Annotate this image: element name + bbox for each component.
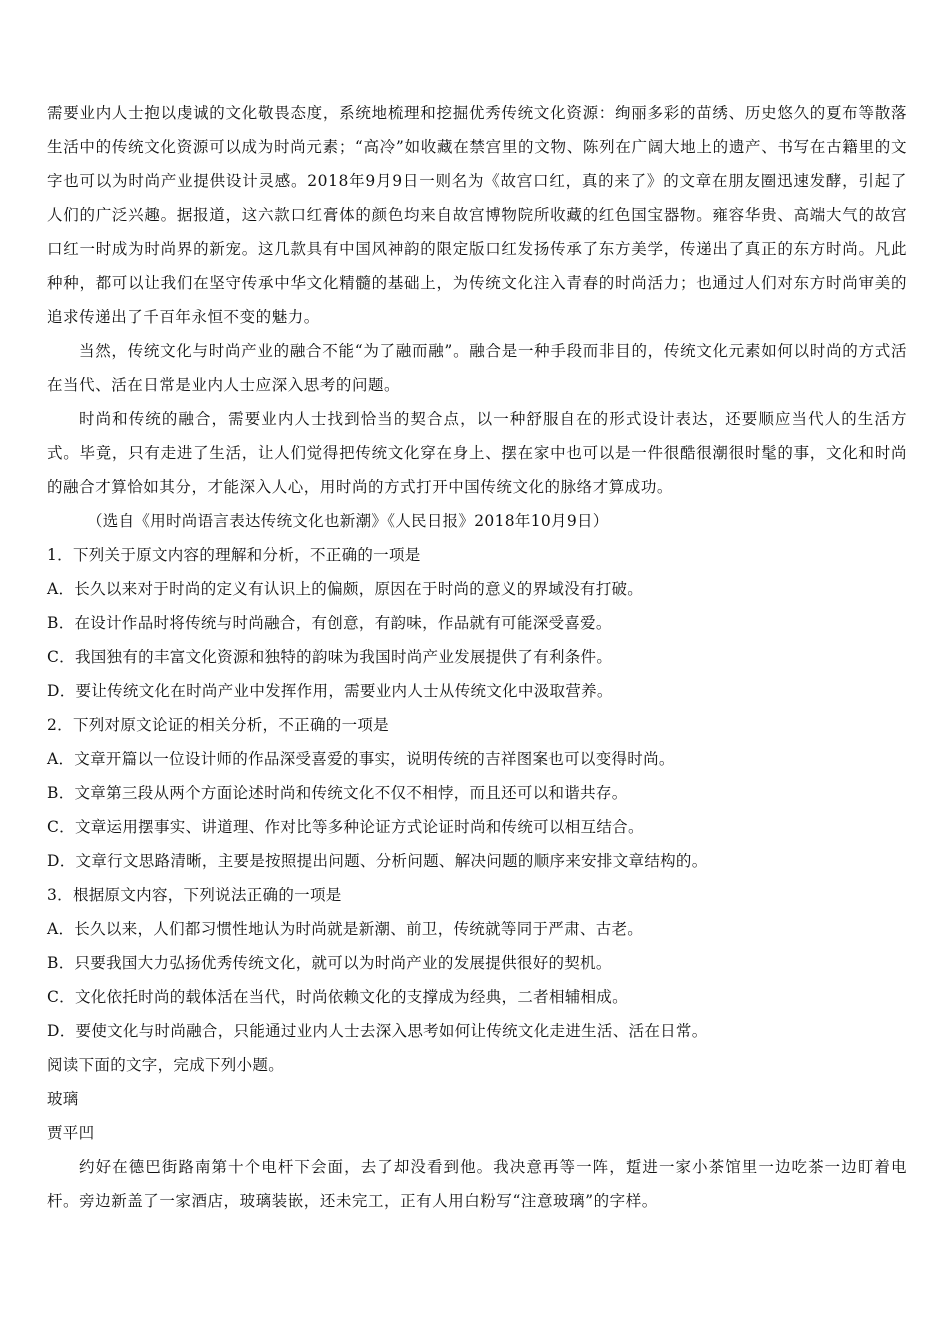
- question-2-option-a: A．文章开篇以一位设计师的作品深受喜爱的事实，说明传统的吉祥图案也可以变得时尚。: [47, 750, 675, 768]
- passage-paragraph-2: 当然，传统文化与时尚产业的融合不能“为了融而融”。融合是一种手段而非目的，传统文化元素如何以时尚的方式活在当代、活在日常是业内人士应深入思考的问题。: [47, 342, 907, 394]
- question-1-stem: 1．下列关于原文内容的理解和分析，不正确的一项是: [47, 546, 421, 564]
- document-page: [47, 96, 907, 1218]
- question-1-option-d: D．要让传统文化在时尚产业中发挥作用，需要业内人士从传统文化中汲取营养。: [47, 682, 613, 700]
- story-author: 贾平凹: [47, 1124, 95, 1142]
- question-3-option-b: B．只要我国大力弘扬优秀传统文化，就可以为时尚产业的发展提供很好的契机。: [47, 954, 612, 972]
- question-3-option-d: D．要使文化与时尚融合，只能通过业内人士去深入思考如何让传统文化走进生活、活在日常。: [47, 1022, 708, 1040]
- passage-paragraph-3: 时尚和传统的融合，需要业内人士找到恰当的契合点，以一种舒服自在的形式设计表达，还要顺应当代人的生活方式。毕竟，只有走进了生活，让人们觉得把传统文化穿在身上、摆在家中也可以是一件很酷很潮很时髦的事，文化和时尚的融合才算恰如其分，才能深入人心，用时尚的方式打开中国传统文化的脉络才算成功。: [47, 410, 907, 496]
- passage-source: （选自《用时尚语言表达传统文化也新潮》《人民日报》2018年10月9日）: [87, 512, 609, 530]
- question-1-option-b: B．在设计作品时将传统与时尚融合，有创意，有韵味，作品就有可能深受喜爱。: [47, 614, 612, 632]
- question-3-stem: 3．根据原文内容，下列说法正确的一项是: [47, 886, 342, 904]
- question-1-option-c: C．我国独有的丰富文化资源和独特的韵味为我国时尚产业发展提供了有利条件。: [47, 648, 613, 666]
- story-title: 玻璃: [47, 1090, 79, 1108]
- question-2-option-d: D．文章行文思路清晰，主要是按照提出问题、分析问题、解决问题的顺序来安排文章结构的。: [47, 852, 708, 870]
- section-instruction: 阅读下面的文字，完成下列小题。: [47, 1056, 285, 1074]
- question-1-option-a: A．长久以来对于时尚的定义有认识上的偏颇，原因在于时尚的意义的界域没有打破。: [47, 580, 644, 598]
- question-2-option-b: B．文章第三段从两个方面论述时尚和传统文化不仅不相悖，而且还可以和谐共存。: [47, 784, 628, 802]
- question-2-option-c: C．文章运用摆事实、讲道理、作对比等多种论证方式论证时尚和传统可以相互结合。: [47, 818, 644, 836]
- story-paragraph-1: 约好在德巴街路南第十个电杆下会面，去了却没看到他。我决意再等一阵，踅进一家小茶馆里一边吃茶一边盯着电杆。旁边新盖了一家酒店，玻璃装嵌，还未完工，正有人用白粉写“注意玻璃”的字样。: [47, 1158, 907, 1210]
- question-2-stem: 2．下列对原文论证的相关分析，不正确的一项是: [47, 716, 389, 734]
- question-3-option-a: A．长久以来，人们都习惯性地认为时尚就是新潮、前卫，传统就等同于严肃、古老。: [47, 920, 644, 938]
- passage-paragraph-1: 需要业内人士抱以虔诚的文化敬畏态度，系统地梳理和挖掘优秀传统文化资源：绚丽多彩的苗绣、历史悠久的夏布等散落生活中的传统文化资源可以成为时尚元素；“高冷”如收藏在禁宫里的文物、陈列在广阔大地上的遗产、书写在古籍里的文字也可以为时尚产业提供设计灵感。2018年9月9日一则名为《故宫口红，真的来了》的文章在朋友圈迅速发酵，引起了人们的广泛兴趣。据报道，这六款口红膏体的颜色均来自故宫博物院所收藏的红色国宝器物。雍容华贵、高端大气的故宫口红一时成为时尚界的新宠。这几款具有中国风神韵的限定版口红发扬传承了东方美学，传递出了真正的东方时尚。凡此种种，都可以让我们在坚守传承中华文化精髓的基础上，为传统文化注入青春的时尚活力；也通过人们对东方时尚审美的追求传递出了千百年永恒不变的魅力。: [47, 104, 907, 326]
- question-3-option-c: C．文化依托时尚的载体活在当代，时尚依赖文化的支撑成为经典，二者相辅相成。: [47, 988, 628, 1006]
